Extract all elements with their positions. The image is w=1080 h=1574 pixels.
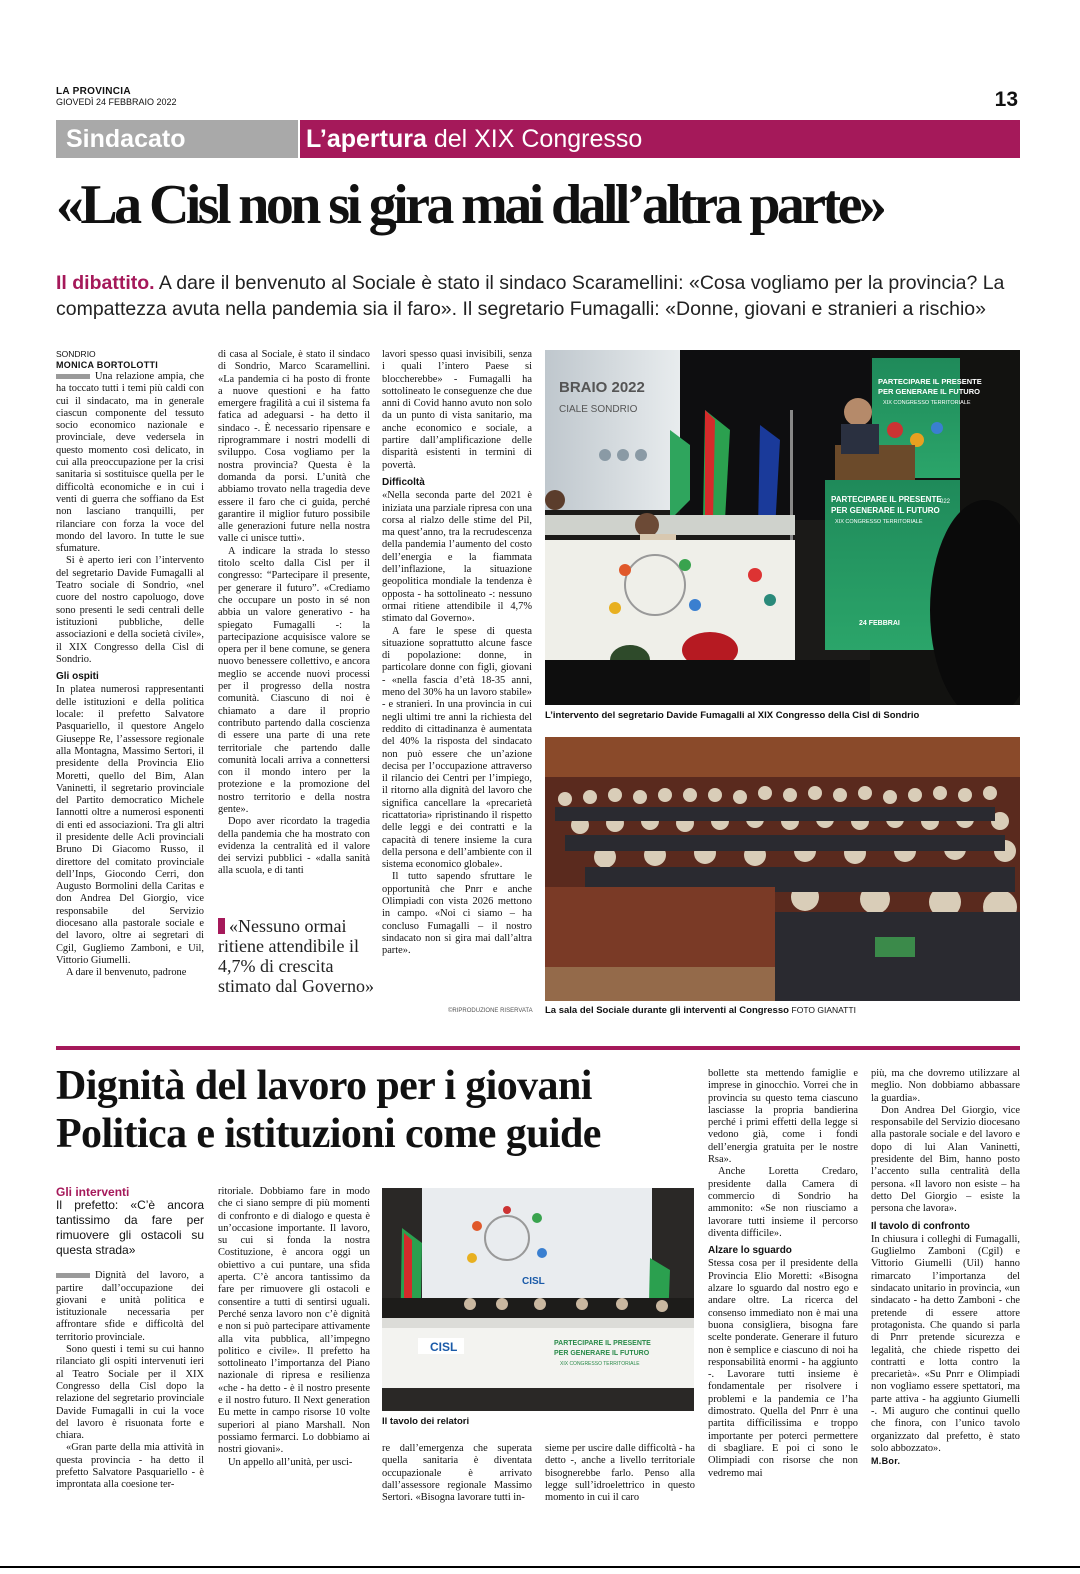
masthead — [56, 86, 177, 107]
article-separator — [56, 1046, 1020, 1050]
article1-column-1 — [56, 349, 204, 980]
svg-text:PER GENERARE IL FUTURO: PER GENERARE IL FUTURO — [831, 506, 940, 515]
subheading: Alzare lo sguardo — [708, 1245, 792, 1257]
section-title: L’apertura del XIX Congresso — [300, 120, 1020, 158]
article2-subhead: Il prefetto: «C’è ancora tantissimo da fare per rimuovere gli ostacoli su questa strada» — [56, 1198, 204, 1258]
svg-text:CIALE SONDRIO: CIALE SONDRIO — [559, 404, 638, 415]
photo-speakers-table — [382, 1188, 694, 1411]
svg-text:XIX CONGRESSO TERRITORIALE: XIX CONGRESSO TERRITORIALE — [835, 519, 923, 525]
article2-column-5 — [708, 1068, 858, 1480]
signature: M.Bor. — [871, 1456, 901, 1467]
section-name: Sindacato — [56, 120, 298, 158]
main-headline: «La Cisl non si gira mai dall’altra parte» — [56, 174, 884, 236]
svg-text:PARTECIPARE IL PRESENTE: PARTECIPARE IL PRESENTE — [831, 495, 942, 504]
pull-quote: «Nessuno ormai ritiene attendibile il 4,7% di crescita stimato dal Governo» — [218, 916, 374, 996]
svg-text:CISL: CISL — [522, 1276, 545, 1287]
paragraph: Dignità del lavoro, a partire dall’occupazione dei giovani e unità politica e istituzionale necessaria per affrontare sfide e difficoltà del territorio provinciale. — [56, 1270, 204, 1343]
paragraph: Stessa cosa per il presidente della Provincia Elio Moretti: «Bisogna alzare lo sguardo dal nostro ego e andare oltre. La ricerca del consenso immediato non è mai una buona consigliera, bisogna fare scelte ponderate. Generare il futuro non è semplice e ciascuno di noi ha responsabilità enormi - ha aggiunto -. Lavorare tutti insieme è fondamentale per risolvere i problemi e la pandemia ce l’ha dimostrato. Quella del Pnrr è una partita difficilissima e troppo importante per poterci permettere di sbagliare. E poi ci sono le Olimpiadi con risorse che non vedremo mai — [708, 1258, 858, 1479]
paragraph: Anche Loretta Credaro, presidente dalla Camera di commercio di Sondrio ha ammonito: «Se non riusciamo a lavorare tutti insieme il percorso diventa difficile». — [708, 1166, 858, 1239]
paragraph: A indicare la strada lo stesso titolo scelto dalla Cisl per il congresso: “Partecipare il presente, per generare il futuro”. «Crediamo che occupare un posto in sé non abbia un valore generativo - ha spiegato Fumagalli -: la partecipazione acquisisce valore se opera per il bene comune, se genera nuovo benessere collettivo, e ancora meglio se accende nuovi processi per il progresso della nostra comunità. Ciascuno di noi è chiamato a dare il proprio contributo partendo dalla coscienza di essere una parte di una rete territoriale che partendo dalle comunità locali arriva a connettersi con il mondo intero per la protezione e la promozione del nostro territorio e della nostra gente». — [218, 545, 370, 815]
bottom-rule — [0, 1566, 1080, 1568]
article2-column-2 — [218, 1186, 370, 1469]
svg-text:PER GENERARE IL FUTURO: PER GENERARE IL FUTURO — [878, 387, 980, 396]
page-number: 13 — [994, 88, 1018, 111]
paragraph: A dare il benvenuto, padrone — [66, 967, 187, 979]
svg-text:022: 022 — [940, 499, 951, 505]
paragraph: bollette sta mettendo famiglie e imprese in ginocchio. Vorrei che in provincia su questo tema ciascuno lasciasse la propria bandierina perché i primi effetti della legge si vedono già, come i fondi dell’energia gratuita per le nostre Rsa». — [708, 1068, 858, 1166]
photo-speaker-image — [545, 350, 1020, 705]
second-headline: Dignità del lavoro per i giovani Politica e istituzioni come guide — [56, 1063, 601, 1157]
photo-speaker — [545, 350, 1020, 705]
subheading: Il tavolo di confronto — [871, 1220, 970, 1232]
article2-kicker: Gli interventi — [56, 1185, 130, 1199]
article2-column-1 — [56, 1186, 204, 1492]
paragraph: Una relazione ampia, che ha toccato tutti i temi più caldi con cui il sindacato, ma in generale ciascun componente del tessuto socio economico nazionale e provinciale, deve vedersela in questo momento così delicato, in cui alla preoccupazione per la crisi sanitaria si sostituisce quella per le difficoltà economiche e in cui i venti di guerra che soffiano da Est non lasciano tranquilli, per rilanciare con forza la voce del mondo del lavoro. In tutte le sue sfumature. — [56, 371, 204, 555]
paragraph: In platea numerosi rappresentanti delle istituzioni e della politica locale: il prefetto Salvatore Pasquariello, il questore Angelo Giuseppe Re, l’assessore regionale alla Montagna, Massimo Sertori, il presidente della Provincia Elio Moretti, quello del Bim, Alan Vaninetti, il segretario provinciale del Partito democratico Michele Iannotti oltre a numerosi esponenti di enti ed associazioni. Tra gli altri il presidente delle Acli provinciali Bruno Di Giacomo Russo, il direttore del comitato provinciale dell’Inps, Giocondo Cerri, don Augusto Bormolini della Caritas e don Andrea Del Giorgio, vice responsabile del Servizio diocesano alla pastorale sociale e del lavoro, oltre ai segretari di Cgil, Gugliemo Zamboni, e Uil, Vittorio Giumelli. — [56, 684, 204, 966]
subheading: Gli ospiti — [56, 671, 99, 683]
paper-name: LA PROVINCIA — [56, 86, 131, 97]
paragraph: più, ma che dovremo utilizzare al meglio. Non dobbiamo abbassare la guardia». — [871, 1068, 1020, 1104]
svg-text:XIX CONGRESSO TERRITORIALE: XIX CONGRESSO TERRITORIALE — [883, 400, 971, 406]
paragraph: Un appello all’unità, per usci- — [228, 1456, 353, 1468]
dateline: SONDRIO — [56, 349, 96, 359]
photo-credit: FOTO GIANATTI — [791, 1005, 856, 1015]
paragraph: di casa al Sociale, è stato il sindaco di Sondrio, Marco Scaramellini. «La pandemia ci ha posto di fronte a nuove questioni e ha fatto emergere fragilità a cui il sistema fa fatica ad adeguarsi - ha detto il sindaco -. È necessario ripensare e riprogrammare i nostri modelli di sviluppo. Cosa vogliamo per la nostra provincia? Questa è la domanda da porsi. L’unità che abbiamo trovato nella tragedia deve essere il faro che ci guida, perché garantire il miglior futuro possibile alle generazioni future nella nostra valle ci unisce tutti». — [218, 349, 370, 545]
svg-text:BRAIO 2022: BRAIO 2022 — [559, 379, 645, 396]
paragraph: re dall’emergenza che superata quella sanitaria è diventata occupazionale è arrivato dall’assessore regionale Massimo Sertori. «Bisogna lavorare tutti in- — [382, 1443, 532, 1504]
svg-text:24 FEBBRAI: 24 FEBBRAI — [859, 620, 900, 627]
svg-text:CISL: CISL — [430, 1340, 458, 1354]
quote-bar-icon — [218, 918, 225, 934]
paragraph: Il tutto sapendo sfruttare le opportunità che Pnrr e anche Olimpiadi con vista 2026 mettono in campo. «Noi ci siamo – ha concluso Fumagalli – il nostro sindacato non si gira mai dall’altra parte». — [382, 871, 532, 957]
section-bar — [56, 120, 1020, 158]
article2-column-4 — [545, 1443, 695, 1504]
photo-audience-caption: La sala del Sociale durante gli interventi al Congresso FOTO GIANATTI — [545, 1005, 856, 1016]
article1-column-2 — [218, 349, 370, 878]
svg-text:XIX CONGRESSO TERRITORIALE: XIX CONGRESSO TERRITORIALE — [560, 1361, 640, 1367]
paragraph: «Gran parte della mia attività in questa provincia - ha detto il prefetto Salvatore Pasquariello - è improntata alla coesione ter- — [56, 1442, 204, 1491]
deck-text: A dare il benvenuto al Sociale è stato il sindaco Scaramellini: «Cosa vogliamo per la provincia? La compattezza avuta nella pandemia sia il faro». Il segretario Fumagalli: «Donne, giovani e stranieri a rischio» — [56, 272, 1005, 320]
article1-column-3 — [382, 349, 532, 958]
paragraph: A fare le spese di questa situazione soprattutto alcune fasce di popolazione: donne, in particolare donne con figli, giovani - «nella fascia d’età 18-35 anni, meno del 30% ha un lavoro stabile» - e stranieri. In una provincia in cui negli ultimi tre anni la richiesta del reddito di cittadinanza è aumentata del 40% la risposta del sindacato non può essere che un’azione decisa per l’occupazione attraverso il rilancio dei Centri per l’impiego, il ritorno alla dignità del lavoro che significa cancellare la «precarietà ricattatoria» ripristinando il rispetto delle leggi e dei contratti e la capacità di tenere insieme la cura della persona e dell’ambiente con il sistema economico globale». — [382, 625, 532, 871]
author: MONICA BORTOLOTTI — [56, 360, 159, 370]
deck-kicker: Il dibattito. — [56, 272, 155, 294]
paragraph: lavori spesso quasi invisibili, senza i quali l’intero Paese si bloccherebbe» - Fumagalli ha sottolineato le conseguenze che due anni di Covid hanno avuto non solo da un punto di vista sanitario, ma anche economico e sociale, a partire dall’amplificazione delle disparità esistenti in termini di povertà. — [382, 349, 532, 471]
paragraph: Don Andrea Del Giorgio, vice responsabile del Servizio diocesano alla pastorale sociale e del lavoro e dopo di lui Alan Vaninetti, presidente del Bim, hanno posto l’accento sulla centralità della persona. «Il lavoro non esiste – ha detto Del Giorgio – esiste la persona che lavora». — [871, 1104, 1020, 1215]
svg-text:PARTECIPARE IL PRESENTE: PARTECIPARE IL PRESENTE — [878, 377, 982, 386]
paragraph: Si è aperto ieri con l’intervento del segretario Davide Fumagalli al Teatro sociale di Sondrio, «nel cuore del nostro capoluogo, dove sono presenti le sedi centrali delle istituzioni pubbliche, delle associazioni e della società civile», il XIX Congresso della Cisl di Sondrio. — [56, 555, 204, 665]
paragraph: In chiusura i colleghi di Fumagalli, Guglielmo Zamboni (Cgil) e Vittorio Giumelli (Uil) hanno rimarcato l’importanza del sindacato unitario in provincia, «un sindacato - ha detto Zamboni - che pretende di essere attore protagonista. Che quando si parla di Pnrr pretende sicurezza e legalità, che chiede rispetto dei contratti e lotta contro la precarietà». «Su Pnrr e Olimpiadi non vogliamo essere spettatori, ma parte attiva - ha aggiunto Giumelli -. Mi auguro che continui quello che finora, con l’unico tavolo organizzato dal prefetto, è stato solo abbozzato». — [871, 1233, 1020, 1454]
issue-date: GIOVEDÌ 24 FEBBRAIO 2022 — [56, 97, 177, 107]
paragraph: sieme per uscire dalle difficoltà - ha detto -, anche a livello territoriale bisognerebbe farlo. Penso alla legge sull’idroelettrico in questo momento in cui il caro — [545, 1443, 695, 1504]
paragraph: «Nella seconda parte del 2021 è iniziata una parziale ripresa con una corsa al rialzo delle stime del Pil, ma quest’anno, tra la recrudescenza della pandemia l’aumento del costo dell’energia e la fiammata dell’inflazione, la situazione geopolitica mondiale la tendenza è opposta - ha sottolineato -: nessuno ormai ritiene attendibile il 4,7% stimato dal Governo». — [382, 490, 532, 625]
article2-column-6 — [871, 1068, 1020, 1467]
photo-speaker-caption: L’intervento del segretario Davide Fumagalli al XIX Congresso della Cisl di Sondrio — [545, 710, 920, 721]
copyright: ©RIPRODUZIONE RISERVATA — [448, 1008, 533, 1014]
article2-column-3 — [382, 1443, 532, 1504]
photo-table-caption: Il tavolo dei relatori — [382, 1416, 470, 1427]
svg-text:PARTECIPARE IL PRESENTE: PARTECIPARE IL PRESENTE — [554, 1340, 651, 1347]
svg-text:PER GENERARE IL FUTURO: PER GENERARE IL FUTURO — [554, 1350, 650, 1357]
paragraph: Dopo aver ricordato la tragedia della pandemia che ha mostrato con evidenza la centralità ed il valore dei servizi pubblici - «dalla sanità alla scuola, e di tanti — [218, 816, 370, 877]
photo-audience-image — [545, 737, 1020, 1001]
photo-table-image — [382, 1188, 694, 1411]
deck — [56, 270, 1024, 322]
paragraph: Sono questi i temi su cui hanno rilanciato gli ospiti intervenuti ieri al Teatro Sociale per il XIX Congresso della Cisl dopo la relazione del segretario provinciale Davide Fumagalli in cui la voce del lavoro è risuonata forte e chiara. — [56, 1344, 204, 1442]
photo-audience — [545, 737, 1020, 1001]
paragraph: ritoriale. Dobbiamo fare in modo che ci siano sempre di più momenti di confronto e di dialogo e questa è un’occasione importante. Il lavoro, su cui si fonda la nostra Costituzione, è ancora oggi un obiettivo a cui puntare, una sfida aperta. C’è ancora tantissimo da fare per rimuovere gli ostacoli e consentire a tutti di sentirsi uguali. Perché senza lavoro non c’è dignità e non si può partecipare attivamente alla vita pubblica, all’impegno politico e civile». Il prefetto ha sottolineato l’importanza del Piano nazionale di ripresa e resilienza «che - ha detto - è il nostro presente e il nostro futuro. Il Next generation Eu mette in campo risorse 10 volte superiori al piano Marshall. Non possiamo fermarci. Lo dobbiamo ai nostri giovani». — [218, 1186, 370, 1456]
subheading: Difficoltà — [382, 476, 425, 488]
